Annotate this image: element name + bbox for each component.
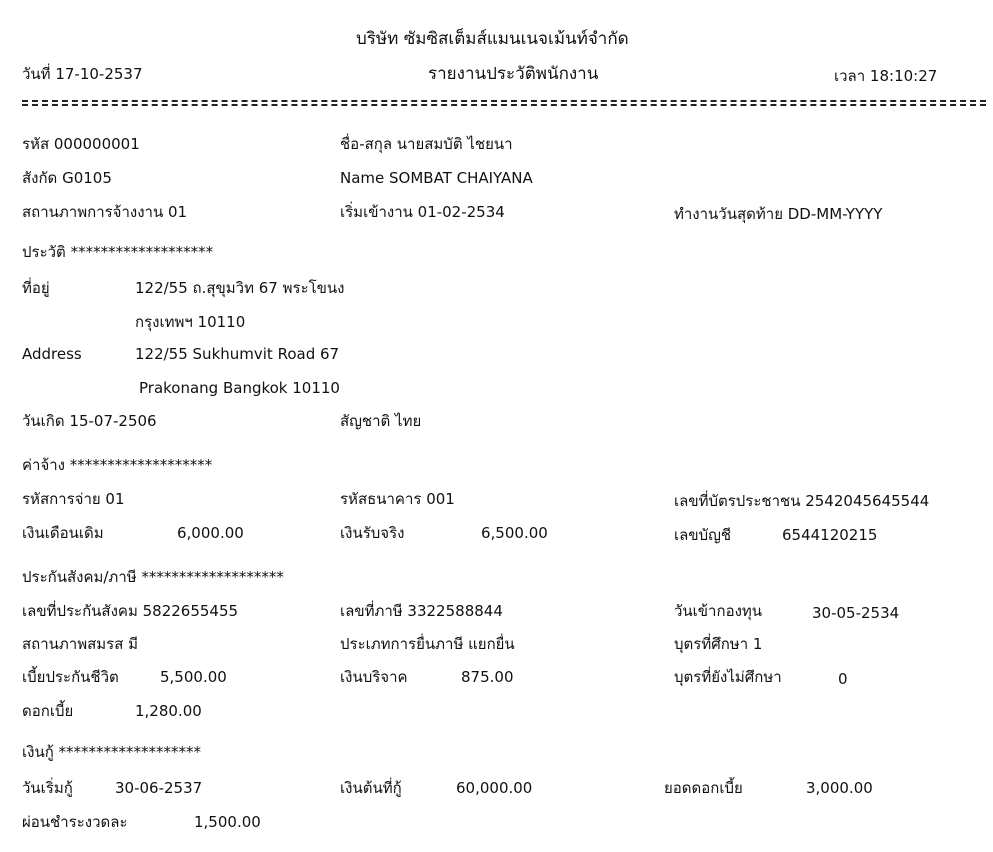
donation-value: 875.00: [461, 668, 514, 686]
employment-last-day: ทำงานวันสุดท้าย DD-MM-YYYY: [674, 205, 883, 223]
employee-dept: สังกัด G0105: [22, 169, 112, 187]
employee-code: รหัส 000000001: [22, 135, 140, 153]
account-label: เลขบัญชี: [674, 526, 732, 544]
installment-value: 1,500.00: [194, 813, 261, 831]
bank-code: รหัสธนาคาร 001: [340, 490, 455, 508]
history-heading: ประวัติ *******************: [22, 243, 214, 261]
employee-fullname-th: ชื่อ-สกุล นายสมบัติ ไชยนา: [340, 135, 513, 153]
employment-status: สถานภาพการจ้างงาน 01: [22, 203, 188, 221]
children-not-studying-label: บุตรที่ยังไม่ศึกษา: [674, 668, 782, 686]
fund-join-label: วันเข้ากองทุน: [674, 602, 763, 620]
net-salary-value: 6,500.00: [481, 524, 548, 542]
donation-label: เงินบริจาค: [340, 668, 408, 686]
social-security-number: เลขที่ประกันสังคม 5822655455: [22, 602, 239, 620]
loan-start-label: วันเริ่มกู้: [22, 779, 73, 797]
id-card-number: เลขที่บัตรประชาชน 2542045645544: [674, 492, 930, 510]
marital-status: สถานภาพสมรส มี: [22, 635, 139, 653]
address-th-line2: กรุงเทพฯ 10110: [135, 313, 246, 331]
employment-start: เริ่มเข้างาน 01-02-2534: [340, 203, 505, 221]
address-th-line1: 122/55 ถ.สุขุมวิท 67 พระโขนง: [135, 279, 345, 297]
nationality: สัญชาติ ไทย: [340, 412, 422, 430]
account-number: 6544120215: [782, 526, 878, 544]
interest-value: 1,280.00: [135, 702, 202, 720]
report-date: วันที่ 17-10-2537: [22, 65, 143, 83]
loan-principal-value: 60,000.00: [456, 779, 533, 797]
address-en-line2: Prakonang Bangkok 10110: [139, 379, 340, 397]
base-salary-label: เงินเดือนเดิม: [22, 524, 104, 542]
pay-code: รหัสการจ่าย 01: [22, 490, 125, 508]
interest-label: ดอกเบี้ย: [22, 702, 74, 720]
social-heading: ประกันสังคม/ภาษี *******************: [22, 568, 284, 586]
children-not-studying-value: 0: [838, 670, 848, 688]
children-studying: บุตรที่ศึกษา 1: [674, 635, 763, 653]
birth-date: วันเกิด 15-07-2506: [22, 412, 157, 430]
life-premium-label: เบี้ยประกันชีวิต: [22, 668, 119, 686]
double-dashed-divider: [22, 100, 986, 106]
employee-name-en: Name SOMBAT CHAIYANA: [340, 169, 533, 187]
tax-filing-type: ประเภทการยื่นภาษี แยกยื่น: [340, 635, 515, 653]
loan-principal-label: เงินต้นที่กู้: [340, 779, 402, 797]
loan-interest-total-label: ยอดดอกเบี้ย: [664, 779, 743, 797]
report-time: เวลา 18:10:27: [834, 67, 938, 85]
base-salary-value: 6,000.00: [177, 524, 244, 542]
loan-heading: เงินกู้ *******************: [22, 743, 202, 761]
loan-interest-total-value: 3,000.00: [806, 779, 873, 797]
address-en-label: Address: [22, 345, 82, 363]
installment-label: ผ่อนชำระงวดละ: [22, 813, 128, 831]
address-en-line1: 122/55 Sukhumvit Road 67: [135, 345, 340, 363]
loan-start-date: 30-06-2537: [115, 779, 203, 797]
net-salary-label: เงินรับจริง: [340, 524, 405, 542]
fund-join-date: 30-05-2534: [812, 604, 900, 622]
report-title: รายงานประวัติพนักงาน: [428, 64, 599, 84]
wage-heading: ค่าจ้าง *******************: [22, 456, 213, 474]
address-th-label: ที่อยู่: [22, 279, 50, 297]
company-name: บริษัท ซัมซิสเต็มส์แมนเนจเม้นท์จำกัด: [356, 29, 629, 49]
tax-number: เลขที่ภาษี 3322588844: [340, 602, 503, 620]
life-premium-value: 5,500.00: [160, 668, 227, 686]
